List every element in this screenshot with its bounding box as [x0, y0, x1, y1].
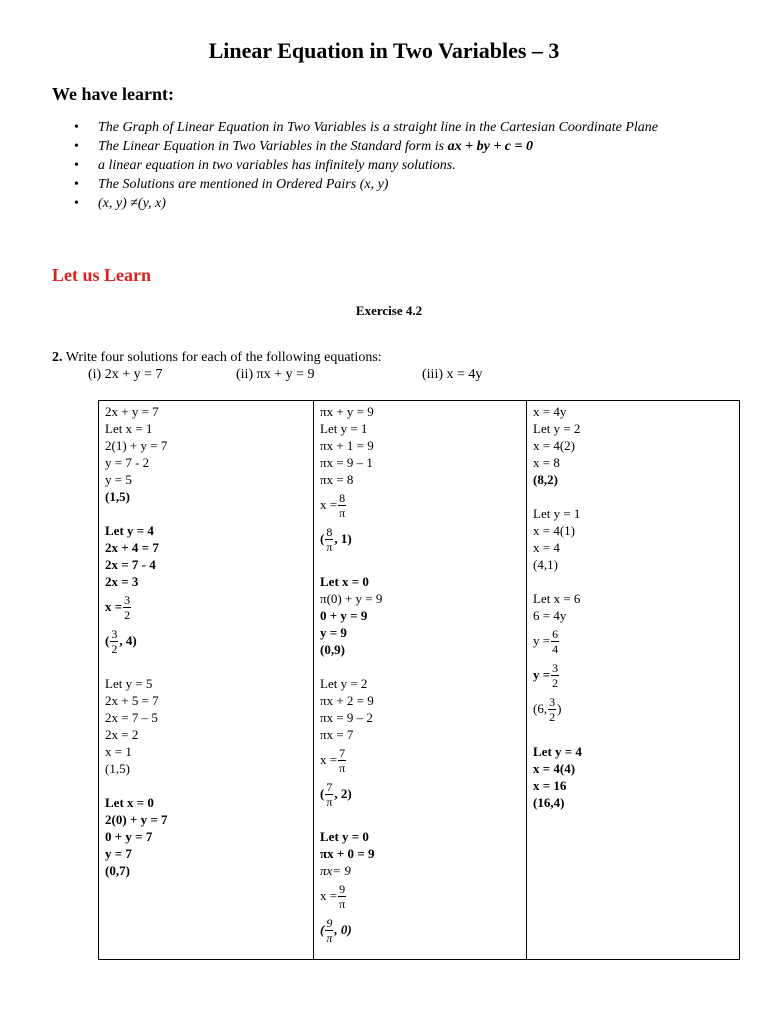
learnt-heading: We have learnt:	[52, 84, 174, 104]
solutions-column-3: x = 4y Let y = 2 x = 4(2) x = 8 (8,2) Let y = 1 x = 4(1) x = 4 (4,1) Let x = 6 6 = 4y y = $\frac{6}{4}$ y = $\frac{3}{2}$ (6, $\frac{3}{2}$ ) Let y = 4 x = 4(4) x = 16 (16,4)	[526, 401, 739, 959]
page-title: Linear Equation in Two Variables – 3	[208, 38, 560, 63]
list-item: • (x, y) ≠(y, x)	[74, 194, 674, 213]
solutions-column-2: πx + y = 9 Let y = 1 πx + 1 = 9 πx = 9 – 1 πx = 8 x = $\frac{8}{\pi}$ ( $\frac{8}{\pi}$ , 1) Let x = 0 π(0) + y = 9 0 + y = 9 y = 9 (0,9) Let y = 2 πx + 2 = 9 πx = 9 – 2 πx = 7 x = $\frac{7}{\pi}$ ( $\frac{7}{\pi}$ , 2) Let y = 0 πx + 0 = 9 πx= 9 x = $\frac{9}{\pi}$ ( $\frac{9}{\pi}$ , 0)	[313, 401, 526, 959]
learnt-list	[74, 118, 674, 213]
list-item: • The Linear Equation in Two Variables in the Standard form is ax + by + c = 0	[74, 137, 674, 156]
equation-iii: (iii) x = 4y	[422, 367, 483, 382]
equation-i: (i) 2x + y = 7	[88, 367, 163, 382]
let-us-learn-heading: Let us Learn	[52, 265, 151, 285]
standard-form-equation: ax + by + c = 0	[447, 139, 534, 154]
list-item: • a linear equation in two variables has infinitely many solutions.	[74, 156, 674, 175]
equation-ii: (ii) πx + y = 9	[236, 367, 315, 382]
list-item: • The Graph of Linear Equation in Two Variables is a straight line in the Cartesian Coordinate Plane	[74, 118, 674, 137]
solutions-table	[98, 400, 740, 960]
question-2: 2. Write four solutions for each of the following equations: (i) 2x + y = 7 (ii) πx + y = 9 (iii) x = 4y	[52, 350, 483, 382]
solutions-column-1: 2x + y = 7 Let x = 1 2(1) + y = 7 y = 7 - 2 y = 5 (1,5) Let y = 4 2x + 4 = 7 2x = 7 - 4 2x = 3 x = $\frac{3}{2}$ ( $\frac{3}{2}$ , 4) Let y = 5 2x + 5 = 7 2x = 7 – 5 2x = 2 x = 1 (1,5) Let x = 0 2(0) + y = 7 0 + y = 7 y = 7 (0,7)	[105, 404, 168, 878]
list-item: • The Solutions are mentioned in Ordered Pairs (x, y)	[74, 175, 674, 194]
exercise-title: Exercise 4.2	[355, 303, 423, 318]
